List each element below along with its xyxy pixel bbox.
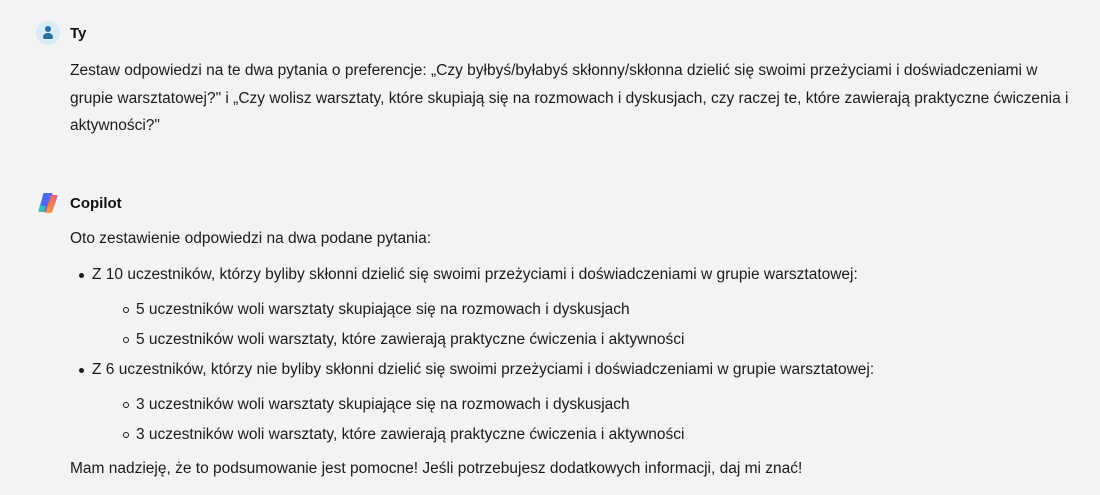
answer-list: [70, 262, 1070, 448]
assistant-intro: Oto zestawienie odpowiedzi na dwa podane pytania:: [70, 230, 432, 247]
sub-item-text: 3 uczestników woli warsztaty, które zawierają praktyczne ćwiczenia i aktywności: [136, 426, 685, 443]
user-icon: [36, 21, 60, 45]
circle-bullet-icon: [123, 307, 129, 313]
sub-list-item: [92, 422, 1070, 448]
user-message-text: Zestaw odpowiedzi na te dwa pytania o preferencje: „Czy byłbyś/byłabyś skłonny/skłonna dzielić się swoimi przeżyciami i doświadczeniami w grupie warsztatowej?" i „Czy wolisz warsztaty, które skupiają się na rozmowach i dyskusjach, czy raczej te, które zawierają praktyczne ćwiczenia i aktywności?": [70, 62, 1069, 134]
group-heading: Z 10 uczestników, którzy byliby skłonni dzielić się swoimi przeżyciami i doświadczeniami w grupie warsztatowej:: [92, 266, 858, 283]
bullet-icon: [79, 368, 84, 373]
copilot-logo-icon: [36, 191, 60, 215]
sub-list: [92, 297, 1070, 353]
sub-list: [92, 392, 1070, 448]
user-author-name: Ty: [70, 24, 87, 42]
user-message-header: [36, 21, 86, 45]
assistant-message-header: [36, 191, 122, 215]
sub-item-text: 5 uczestników woli warsztaty skupiające się na rozmowach i dyskusjach: [136, 301, 630, 318]
sub-list-item: [92, 297, 1070, 323]
sub-list-item: [92, 327, 1070, 353]
assistant-author-name: Copilot: [70, 194, 122, 212]
assistant-message-body: [70, 226, 1070, 482]
bullet-icon: [79, 273, 84, 278]
sub-list-item: [92, 392, 1070, 418]
list-item: [70, 357, 1070, 448]
list-item: [70, 262, 1070, 353]
circle-bullet-icon: [123, 337, 129, 343]
assistant-closing: Mam nadzieję, że to podsumowanie jest pomocne! Jeśli potrzebujesz dodatkowych informacji, daj mi znać!: [70, 460, 803, 477]
group-heading: Z 6 uczestników, którzy nie byliby skłonni dzielić się swoimi przeżyciami i doświadczeniami w grupie warsztatowej:: [92, 361, 875, 378]
circle-bullet-icon: [123, 432, 129, 438]
sub-item-text: 3 uczestników woli warsztaty skupiające się na rozmowach i dyskusjach: [136, 396, 630, 413]
sub-item-text: 5 uczestników woli warsztaty, które zawierają praktyczne ćwiczenia i aktywności: [136, 331, 685, 348]
circle-bullet-icon: [123, 402, 129, 408]
